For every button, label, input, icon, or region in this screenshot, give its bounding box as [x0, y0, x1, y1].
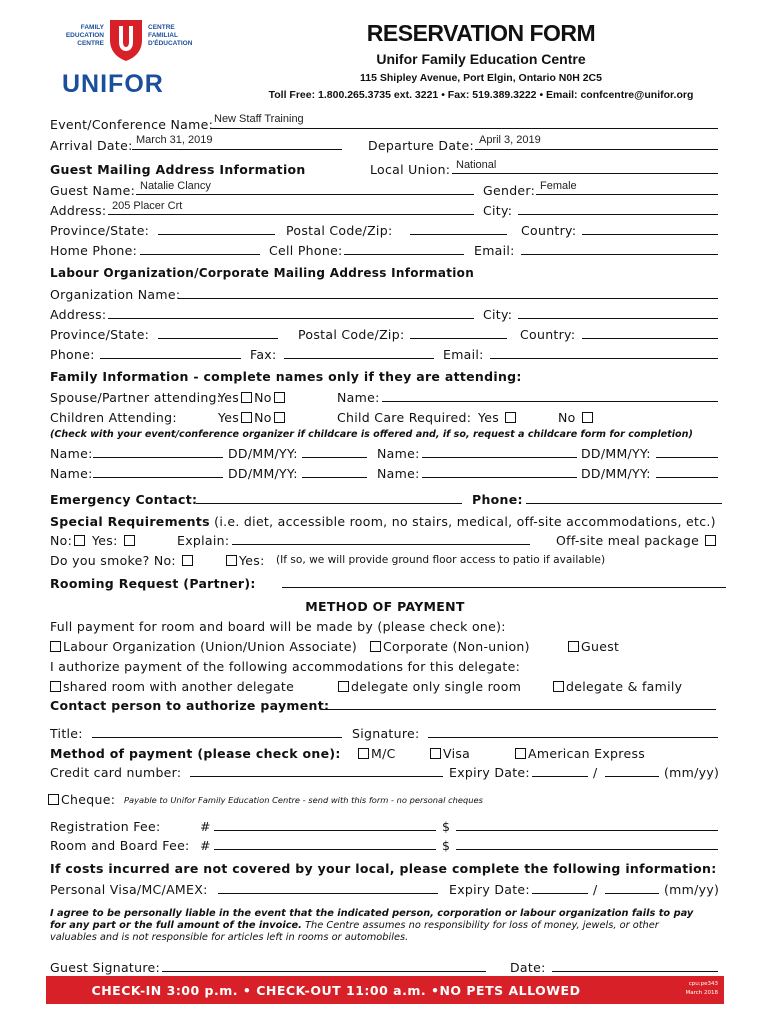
spouse-options: Yes No — [218, 390, 287, 405]
child2-name-field[interactable] — [422, 457, 577, 458]
offsite-meal: Off-site meal package — [556, 533, 718, 548]
guest-signature-label: Guest Signature: — [50, 960, 160, 975]
postal-field[interactable] — [410, 234, 507, 235]
title-field[interactable] — [92, 737, 342, 738]
home-phone-field[interactable] — [140, 254, 260, 255]
guest-section-heading: Guest Mailing Address Information — [50, 162, 306, 177]
personal-card-field[interactable] — [218, 893, 438, 894]
smoke-yes: Yes: — [224, 553, 265, 568]
payment-section-heading: METHOD OF PAYMENT — [305, 599, 465, 614]
visa-checkbox[interactable] — [430, 748, 441, 759]
emergency-field[interactable] — [196, 503, 462, 504]
explain-field[interactable] — [232, 544, 530, 545]
expiry-sep: / — [593, 765, 598, 780]
labour-fax-field[interactable] — [284, 358, 434, 359]
costs-heading: If costs incurred are not covered by your local, please complete the following information: — [50, 861, 717, 876]
opt-shared: shared room with another delegate — [48, 679, 294, 694]
reg-fee-dollar: $ — [442, 819, 451, 834]
room-fee-number-field[interactable] — [214, 849, 436, 850]
labour-city-label: City: — [483, 307, 513, 322]
opt-labour: Labour Organization (Union/Union Associate) — [48, 639, 357, 654]
country-label: Country: — [521, 223, 577, 238]
spouse-label: Spouse/Partner attending: — [50, 390, 222, 405]
child3-dob-label: DD/MM/YY: — [228, 466, 298, 481]
reg-fee-amount-field[interactable] — [456, 830, 718, 831]
address-value: 205 Placer Crt — [112, 200, 183, 212]
smoke-yes-checkbox[interactable] — [226, 555, 237, 566]
room-fee-label: Room and Board Fee: — [50, 838, 190, 853]
guest-signature-field[interactable] — [162, 971, 486, 972]
form-title: RESERVATION FORM — [366, 20, 596, 46]
special-yes-checkbox[interactable] — [124, 535, 135, 546]
child3-name-field[interactable] — [93, 477, 223, 478]
org-name-field[interactable] — [178, 298, 718, 299]
emergency-label: Emergency Contact: — [50, 492, 198, 507]
amex-checkbox[interactable] — [515, 748, 526, 759]
spouse-name-label: Name: — [337, 390, 380, 405]
child1-dob-label: DD/MM/YY: — [228, 446, 298, 461]
labour-country-label: Country: — [520, 327, 576, 342]
reg-fee-label: Registration Fee: — [50, 819, 161, 834]
cheque-checkbox[interactable] — [48, 794, 59, 805]
logo-text-left: FAMILY EDUCATION CENTRE — [65, 24, 104, 47]
personal-expiry-year-field[interactable] — [605, 893, 659, 894]
address-field[interactable] — [108, 214, 474, 215]
room-fee-dollar: $ — [442, 838, 451, 853]
labour-section-heading: Labour Organization/Corporate Mailing Address Information — [50, 266, 475, 280]
opt-corporate-checkbox[interactable] — [370, 641, 381, 652]
address-label: Address: — [50, 203, 107, 218]
cheque-note: Payable to Unifor Family Education Centre - send with this form - no personal cheques — [124, 795, 483, 805]
arrival-label: Arrival Date: — [50, 138, 133, 153]
child3-name-label: Name: — [50, 466, 93, 481]
child2-dob-label: DD/MM/YY: — [581, 446, 651, 461]
guest-name-field[interactable] — [136, 194, 474, 195]
expiry-year-field[interactable] — [605, 776, 659, 777]
children-no-checkbox[interactable] — [274, 412, 285, 423]
childcare-note: (Check with your event/conference organizer if childcare is offered and, if so, request a childcare form for completion) — [50, 429, 693, 440]
spouse-name-field[interactable] — [382, 401, 718, 402]
cell-phone-label: Cell Phone: — [269, 243, 343, 258]
offsite-meal-checkbox[interactable] — [705, 535, 716, 546]
contact-person-field[interactable] — [322, 709, 716, 710]
emergency-phone-field[interactable] — [526, 503, 722, 504]
gender-field[interactable] — [536, 194, 718, 195]
labour-address-field[interactable] — [108, 318, 474, 319]
title-label: Title: — [50, 726, 83, 741]
liability-agreement: I agree to be personally liable in the event that the indicated person, corporation or labour organization fails to pay for any part or the full amount of the invoice. The Centre assumes no responsibility for loss of money, jewels, or other valuables and is not responsible for articles left in rooms or automobiles. — [50, 908, 694, 943]
local-union-value: National — [456, 159, 497, 171]
authorize-text: I authorize payment of the following accommodations for this delegate: — [50, 659, 521, 674]
childcare-yes-checkbox[interactable] — [505, 412, 516, 423]
rooming-request-label: Rooming Request (Partner): — [50, 576, 256, 591]
province-label: Province/State: — [50, 223, 150, 238]
country-field[interactable] — [582, 234, 718, 235]
labour-address-label: Address: — [50, 307, 107, 322]
payment-intro: Full payment for room and board will be made by (please check one): — [50, 619, 506, 634]
reg-fee-hash: # — [200, 819, 211, 834]
event-name-value: New Staff Training — [214, 113, 304, 125]
opt-single-checkbox[interactable] — [338, 681, 349, 692]
child4-name-field[interactable] — [422, 477, 577, 478]
opt-mc: M/C — [356, 746, 396, 761]
expiry-format: (mm/yy) — [664, 765, 720, 780]
contact-person-label: Contact person to authorize payment: — [50, 698, 330, 713]
rooming-request-field[interactable] — [282, 587, 726, 588]
expiry-month-field[interactable] — [532, 776, 588, 777]
special-requirements: Special Requirements (i.e. diet, accessible room, no stairs, medical, off-site accommodations, etc.) — [50, 514, 716, 529]
opt-labour-checkbox[interactable] — [50, 641, 61, 652]
method-label: Method of payment (please check one): — [50, 746, 341, 761]
labour-email-field[interactable] — [490, 358, 718, 359]
personal-expiry-format: (mm/yy) — [664, 882, 720, 897]
children-yes-checkbox[interactable] — [241, 412, 252, 423]
form-subtitle: Unifor Family Education Centre — [376, 51, 586, 67]
emergency-phone-label: Phone: — [472, 492, 523, 507]
labour-province-label: Province/State: — [50, 327, 150, 342]
departure-field[interactable] — [475, 149, 718, 150]
smoke-no-checkbox[interactable] — [182, 555, 193, 566]
opt-guest: Guest — [566, 639, 619, 654]
child1-dob-field[interactable] — [302, 457, 367, 458]
guest-name-label: Guest Name: — [50, 183, 136, 198]
smoke-no: Do you smoke? No: — [50, 553, 195, 568]
centre-address: 115 Shipley Avenue, Port Elgin, Ontario N0H 2C5 — [360, 72, 602, 84]
arrival-value: March 31, 2019 — [136, 134, 213, 146]
childcare-label: Child Care Required: — [337, 410, 472, 425]
centre-contact: Toll Free: 1.800.265.3735 ext. 3221 • Fax: 519.389.3222 • Email: confcentre@unifor.org — [268, 89, 694, 101]
opt-family-checkbox[interactable] — [553, 681, 564, 692]
personal-card-label: Personal Visa/MC/AMEX: — [50, 882, 208, 897]
opt-single: delegate only single room — [336, 679, 521, 694]
children-options: Yes No — [218, 410, 287, 425]
child1-name-label: Name: — [50, 446, 93, 461]
signature-label: Signature: — [352, 726, 420, 741]
spouse-no-checkbox[interactable] — [274, 392, 285, 403]
departure-value: April 3, 2019 — [479, 134, 541, 146]
date-label: Date: — [510, 960, 546, 975]
room-fee-hash: # — [200, 838, 211, 853]
labour-city-field[interactable] — [518, 318, 718, 319]
mc-checkbox[interactable] — [358, 748, 369, 759]
child4-dob-label: DD/MM/YY: — [581, 466, 651, 481]
child3-dob-field[interactable] — [302, 477, 367, 478]
labour-phone-field[interactable] — [100, 358, 241, 359]
guest-name-value: Natalie Clancy — [140, 180, 211, 192]
event-name-field[interactable] — [210, 128, 718, 129]
labour-phone-label: Phone: — [50, 347, 95, 362]
city-field[interactable] — [518, 214, 718, 215]
logo-text-right: CENTRE FAMILIAL D'ÉDUCATION — [148, 24, 193, 47]
gender-label: Gender: — [483, 183, 536, 198]
postal-label: Postal Code/Zip: — [286, 223, 393, 238]
cheque-option: Cheque: — [46, 792, 115, 807]
labour-postal-label: Postal Code/Zip: — [298, 327, 405, 342]
email-label: Email: — [474, 243, 515, 258]
childcare-no: No — [558, 410, 595, 425]
footer-text: CHECK-IN 3:00 p.m. • CHECK-OUT 11:00 a.m. •NO PETS ALLOWED — [91, 983, 581, 998]
spouse-yes-checkbox[interactable] — [241, 392, 252, 403]
arrival-field[interactable] — [132, 149, 342, 150]
org-name-label: Organization Name: — [50, 287, 181, 302]
child2-name-label: Name: — [377, 446, 420, 461]
labour-province-field[interactable] — [158, 338, 278, 339]
labour-email-label: Email: — [443, 347, 484, 362]
personal-expiry-sep: / — [593, 882, 598, 897]
special-no-checkbox[interactable] — [74, 535, 85, 546]
special-yes: Yes: — [92, 533, 137, 548]
local-union-field[interactable] — [452, 173, 718, 174]
childcare-yes: Yes — [478, 410, 518, 425]
logo-wordmark: UNIFOR — [62, 70, 164, 98]
cc-label: Credit card number: — [50, 765, 182, 780]
opt-family: delegate & family — [551, 679, 682, 694]
opt-visa: Visa — [428, 746, 470, 761]
labour-country-field[interactable] — [582, 338, 718, 339]
date-field[interactable] — [552, 971, 718, 972]
email-field[interactable] — [521, 254, 718, 255]
expiry-label: Expiry Date: — [449, 765, 530, 780]
childcare-no-checkbox[interactable] — [582, 412, 593, 423]
opt-shared-checkbox[interactable] — [50, 681, 61, 692]
child1-name-field[interactable] — [93, 457, 223, 458]
child4-name-label: Name: — [377, 466, 420, 481]
special-no: No: — [50, 533, 87, 548]
child4-dob-field[interactable] — [656, 477, 718, 478]
opt-guest-checkbox[interactable] — [568, 641, 579, 652]
opt-corporate: Corporate (Non-union) — [368, 639, 530, 654]
event-name-label: Event/Conference Name: — [50, 117, 214, 132]
gender-value: Female — [540, 180, 577, 192]
labour-fax-label: Fax: — [250, 347, 277, 362]
room-fee-amount-field[interactable] — [456, 849, 718, 850]
city-label: City: — [483, 203, 513, 218]
explain-label: Explain: — [177, 533, 230, 548]
personal-expiry-month-field[interactable] — [532, 893, 588, 894]
labour-postal-field[interactable] — [410, 338, 507, 339]
departure-label: Departure Date: — [368, 138, 474, 153]
province-field[interactable] — [158, 234, 275, 235]
reg-fee-number-field[interactable] — [214, 830, 436, 831]
personal-expiry-label: Expiry Date: — [449, 882, 530, 897]
child2-dob-field[interactable] — [656, 457, 718, 458]
local-union-label: Local Union: — [370, 162, 451, 177]
family-section-heading: Family Information - complete names only if they are attending: — [50, 369, 522, 384]
cc-field[interactable] — [190, 776, 443, 777]
smoke-hint: (If so, we will provide ground floor access to patio if available) — [276, 554, 606, 566]
children-label: Children Attending: — [50, 410, 177, 425]
opt-amex: American Express — [513, 746, 645, 761]
home-phone-label: Home Phone: — [50, 243, 138, 258]
footer-code: cpu:pe343 March 2018 — [685, 981, 718, 996]
cell-phone-field[interactable] — [344, 254, 464, 255]
signature-field[interactable] — [428, 737, 718, 738]
